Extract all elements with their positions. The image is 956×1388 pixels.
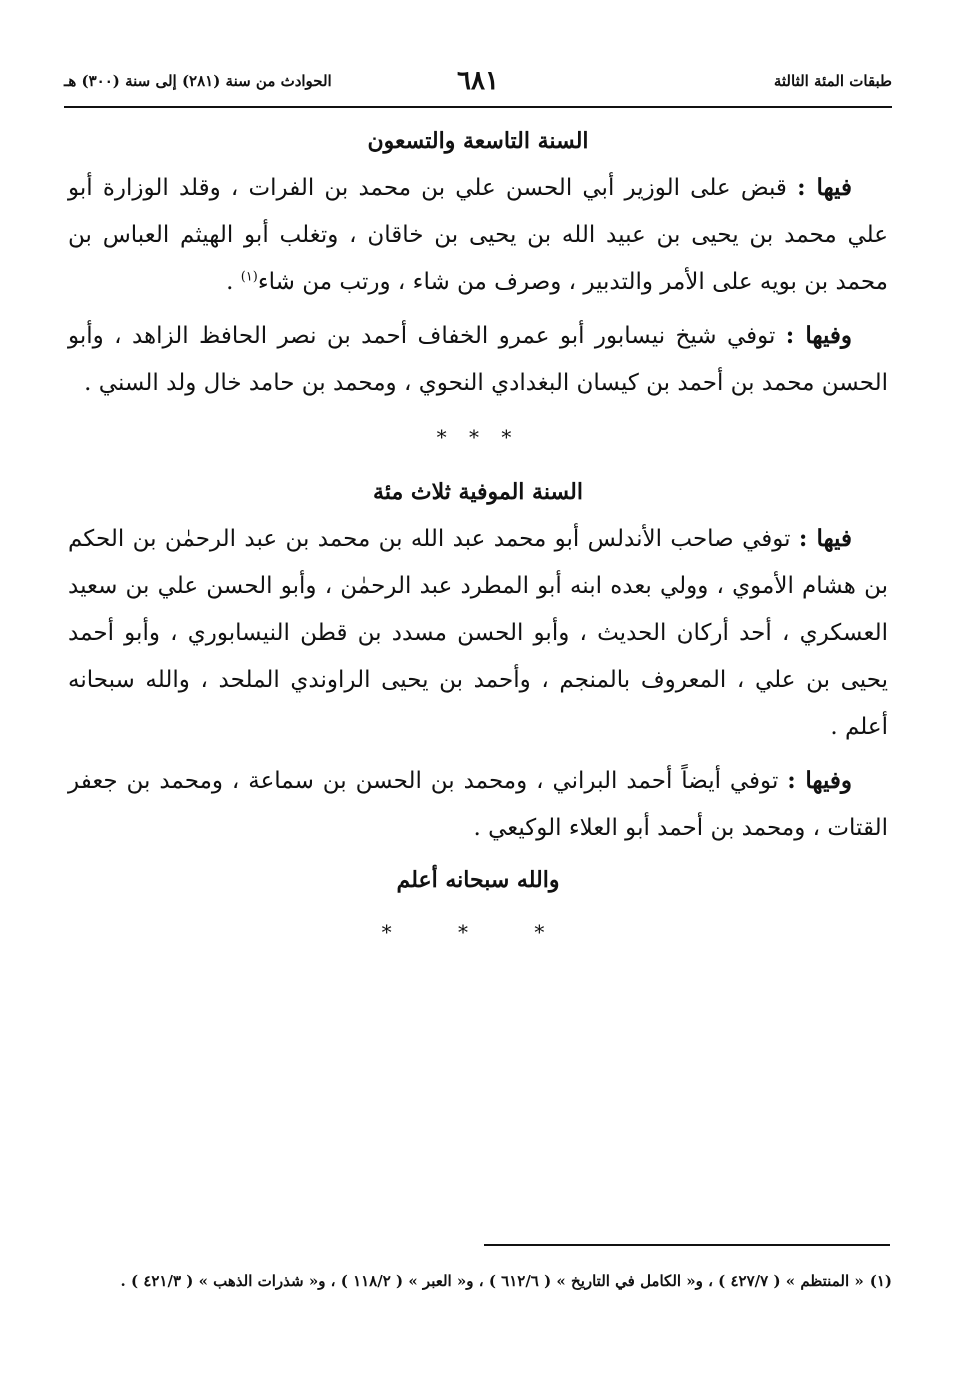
section-separator: * * * <box>436 425 520 449</box>
paragraph-lead: وفيها : <box>787 767 852 794</box>
paragraph <box>68 757 888 852</box>
paragraph-end: . <box>226 269 241 295</box>
paragraph <box>68 515 888 751</box>
page-number: ٦٨١ <box>457 66 499 96</box>
paragraph-lead: فيها : <box>798 525 852 552</box>
closing-phrase: والله سبحانه أعلم <box>396 867 560 893</box>
section-title-299: السنة التاسعة والتسعون <box>367 128 589 154</box>
footnote-marker: (١) <box>869 1272 892 1290</box>
paragraph-text: قبض على الوزير أبي الحسن علي بن محمد بن الفرات ، وقلد الوزارة أبو علي محمد بن يحيى بن عبيد الله بن يحيى بن خاقان ، وتغلب أبو الهيثم العباس بن محمد بن بويه على الأمر والتدبير ، وصرف من شاء ، ورتب من شاء <box>68 175 888 295</box>
paragraph <box>68 164 888 306</box>
chapter-title: الحوادث من سنة (٢٨١) إلى سنة (٣٠٠) هـ <box>64 72 332 90</box>
section-title-300: السنة الموفية ثلاث مئة <box>373 479 583 505</box>
page-body <box>68 118 888 964</box>
footnote-text: « المنتظم » ( ٤٢٧/٧ ) ، و« الكامل في التاريخ » ( ٦١٢/٦ ) ، و« العبر » ( ١١٨/٢ ) ، و« شذرات الذهب » ( ٤٢١/٣ ) . <box>120 1272 864 1290</box>
paragraph-lead: فيها : <box>797 174 852 201</box>
footnote-rule <box>484 1244 890 1246</box>
paragraph-text: توفي صاحب الأندلس أبو محمد عبد الله بن محمد بن عبد الرحمٰن بن الحكم بن هشام الأموي ، وولي بعده ابنه أبو المطرد عبد الرحمٰن ، وأبو الحسن علي بن سعيد العسكري ، أحد أركان الحديث ، وأبو الحسن مسدد بن قطن النيسابوري ، وأبو أحمد يحيى بن علي ، المعروف بالمنجم ، وأحمد بن يحيى الراوندي الملحد ، والله سبحانه أعلم . <box>68 526 888 740</box>
footnote-ref: (١) <box>240 269 258 285</box>
book-title: طبقات المئة الثالثة <box>773 72 892 90</box>
paragraph-text: توفي شيخ نيسابور أبو عمرو الخفاف أحمد بن نصر الحافظ الزاهد ، وأبو الحسن محمد بن أحمد بن كيسان البغدادي النحوي ، ومحمد بن حامد خال ولد السني . <box>68 323 888 396</box>
header-rule <box>64 106 892 108</box>
page-header <box>64 66 892 100</box>
section-separator: * * * <box>381 920 575 944</box>
paragraph-lead: وفيها : <box>785 322 852 349</box>
paragraph <box>68 312 888 407</box>
footnote <box>64 1268 892 1294</box>
paragraph-text: توفي أيضاً أحمد البراني ، ومحمد بن الحسن بن سماعة ، ومحمد بن جعفر القتات ، ومحمد بن أحمد أبو العلاء الوكيعي . <box>68 768 888 841</box>
